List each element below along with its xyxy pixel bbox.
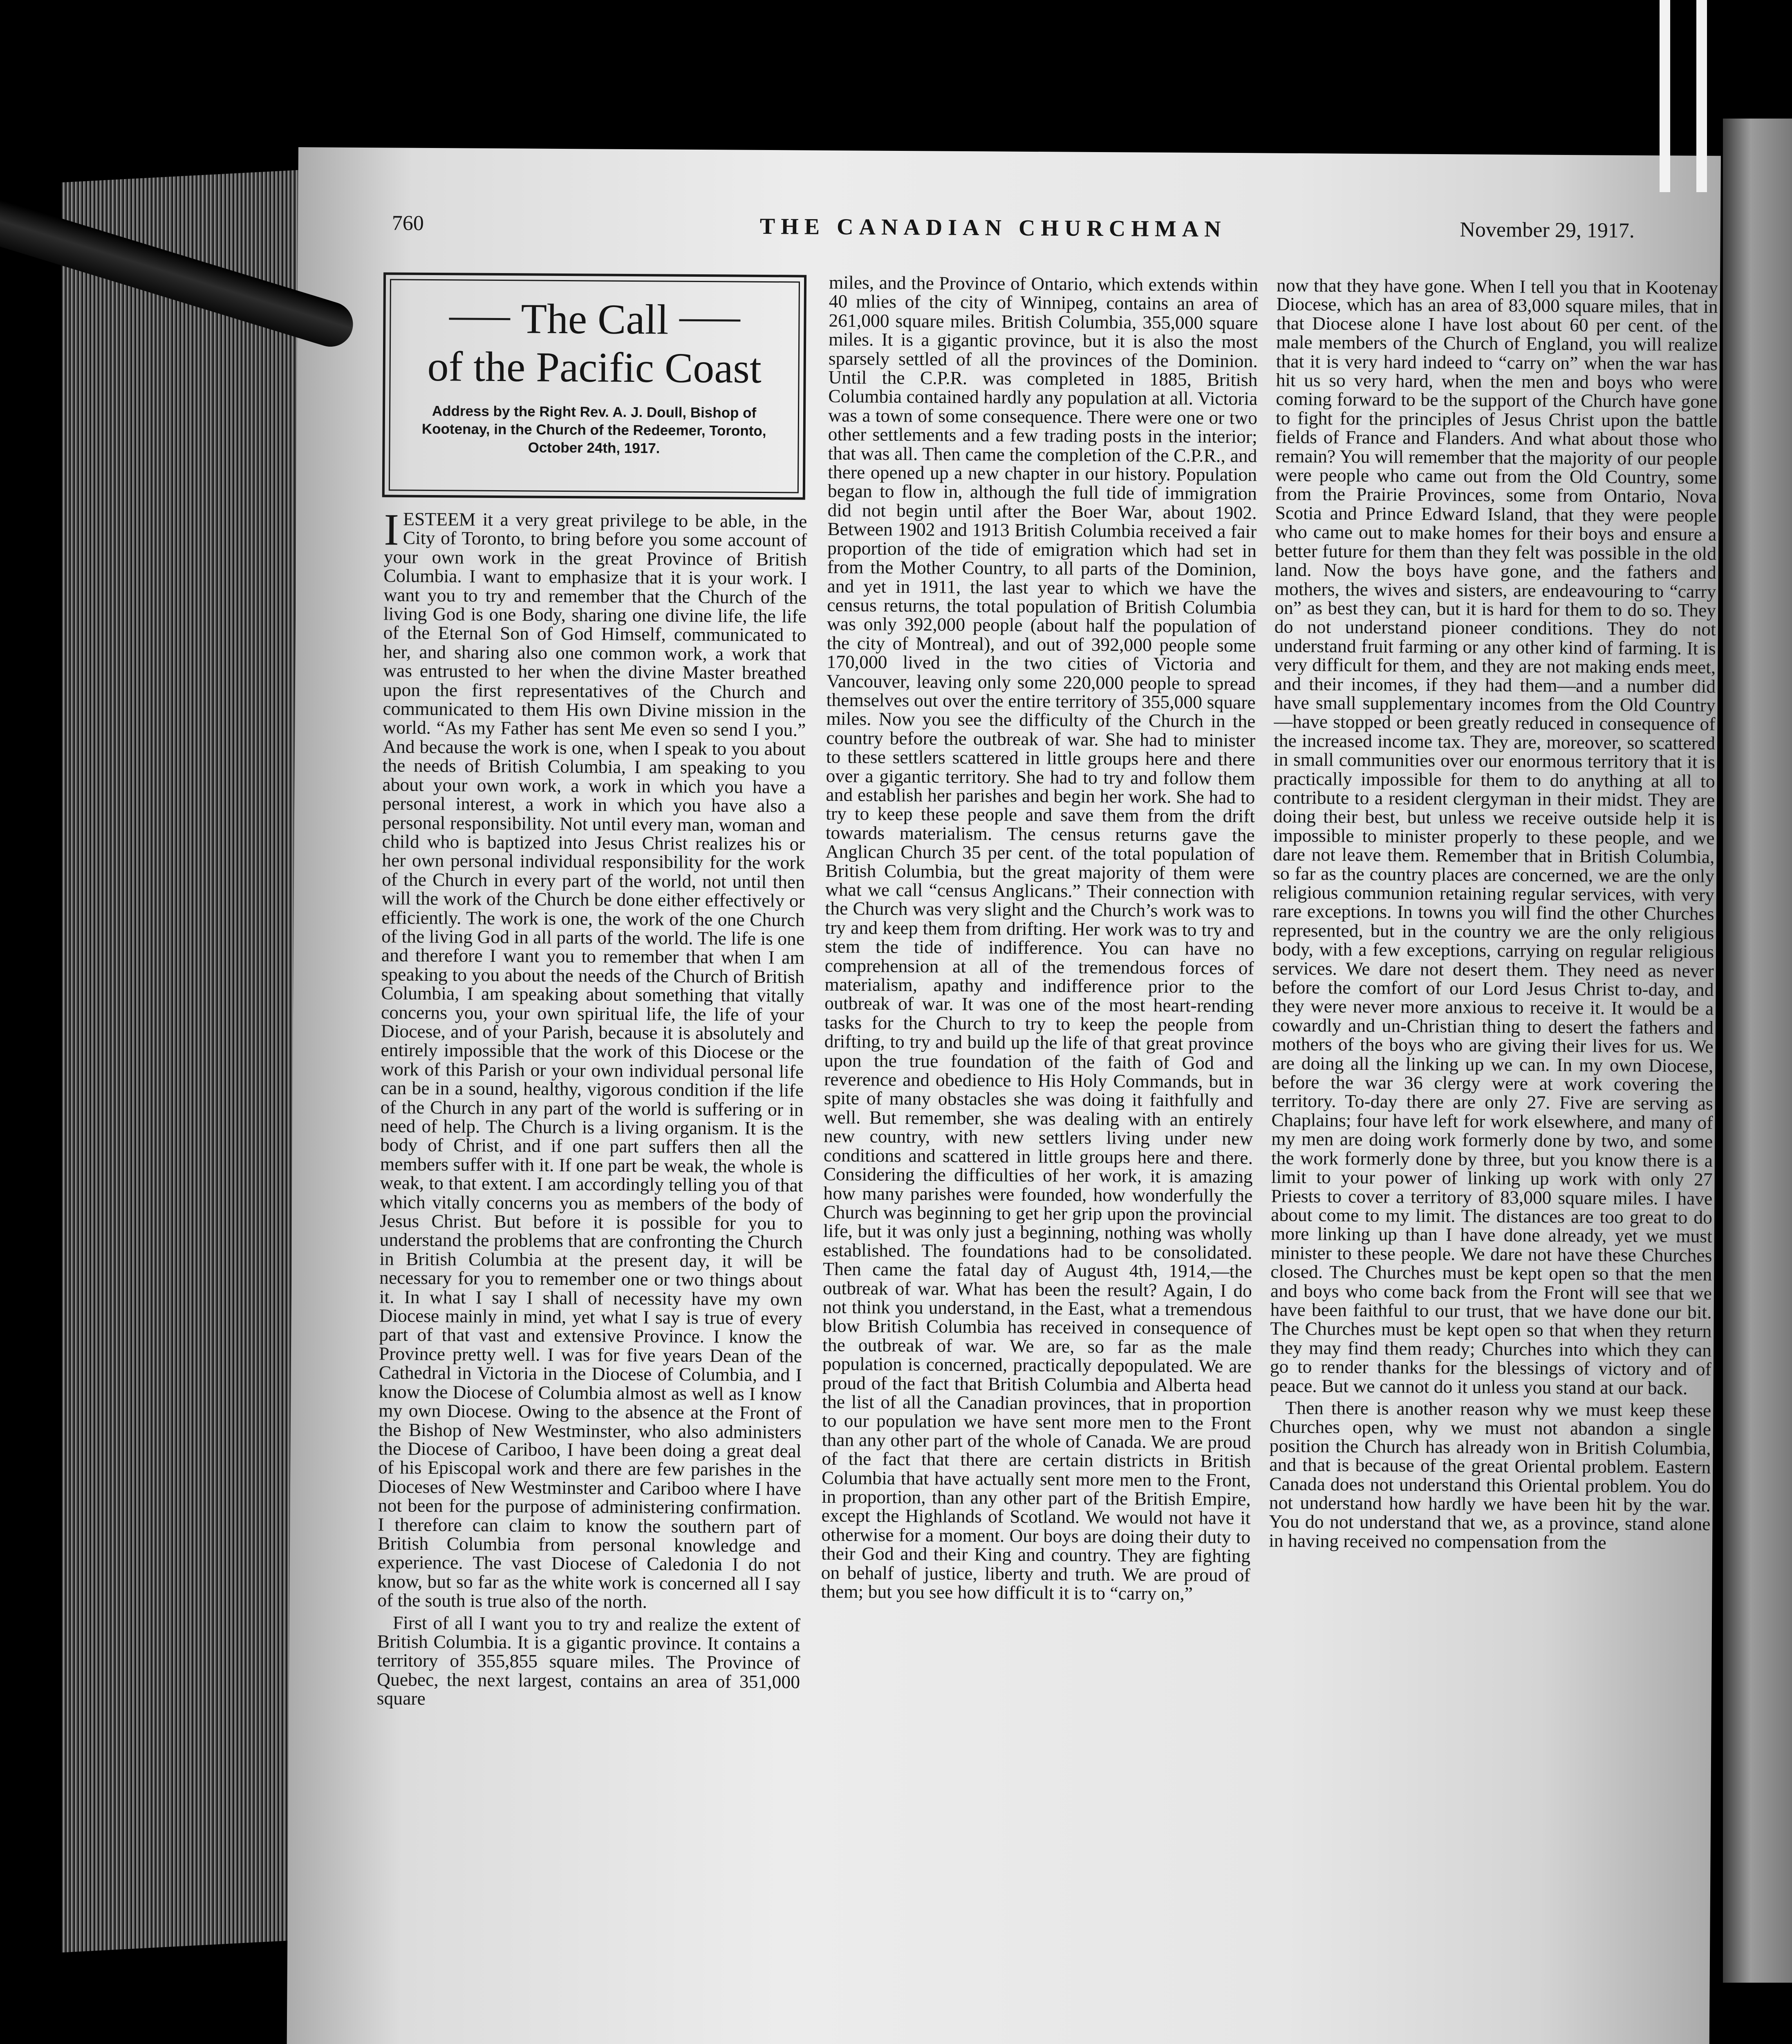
article-title-inner-frame [389,279,800,493]
article-title-box [382,272,806,500]
book-page-edges [61,169,315,1952]
running-head [392,211,1634,256]
title-rule-right [679,319,740,321]
column-3-paragraph-2: Then there is another reason why we must keep these Churches open, why we must not abandon a single position the Church has already won in British Columbia, and that is because of the great Oriental problem. Eastern Canada does not understand this Oriental problem. You do not understand how hardly we have been hit by the war. You do not understand that we, as a province, stand alone in having received no compensation from the [1269,1397,1711,1553]
title-text-1: The Call [521,295,669,343]
text-column-3 [1269,276,1718,1553]
column-1-paragraph-2: First of all I want you to try and realize the extent of British Columbia. It is a gigantic province. It contains a territory of 355,855 square miles. The Province of Quebec, the next largest, contains an area of 351,000 square [376,1612,801,1709]
journal-title: THE CANADIAN CHURCHMAN [759,213,1227,242]
title-rule-left [449,318,510,320]
text-column-2 [821,273,1258,1604]
column-1-paragraph-1-text: ESTEEM it a very great privilege to be able, in the City of Toronto, to bring before you some account of your own work in the great Province of British Columbia. I want to emphasize that it is your work. I want you to try and remember that the Church of the living God is one Body, sharing one divine life, the life of the Eternal Son of God Himself, communicated to her, and sharing also one common work, a work that was entrusted to her when the divine Master breathed upon the first representatives of the Church and communicated to them His own Divine mission in the world. “As my Father has sent Me even so send I you.” And because the work is one, when I speak to you about the needs of British Columbia, I am speaking to you about your own work, a work in which you have a personal interest, a work in which you have also a personal responsibility. Not until every man, woman and child who is baptized into Jesus Christ realizes his or her own personal individual responsibility for the work of the Church in every part of the world, not until then will the work of the Church be done either effectively or efficiently. The work is one, the work of the one Church of the living God in all parts of the world. The life is one and therefore I want you to remember that when I am speaking to you about the needs of the Church of British Columbia, I am speaking about something that vitally concerns you, your own spiritual life, the life of your Diocese, and of your Parish, because it is absolutely and entirely impossible that the work of this Diocese or the work of this Parish or your own individual personal life can be in a sound, healthy, vigorous condition if the life of the Church in any part of the world is suffering or in need of help. The Church is a living organism. It is the body of Christ, and if one part suffers then all the members suffer with it. If one part be weak, the whole is weak, to that extent. I am accordingly telling you of that which vitally concerns you as members of the body of Jesus Christ. But before it is possible for you to understand the problems that are confronting the Church in British Columbia at the present day, it will be necessary for you to remember one or two things about it. In what I say I shall of necessity have my own Diocese mainly in mind, yet what I say is true of every part of that vast and extensive Province. I know the Province pretty well. I was for five years Dean of the Cathedral in Victoria in the Diocese of Columbia, and I know the Diocese of Columbia almost as well as I know my own Diocese. Owing to the absence at the Front of the Bishop of New Westminster, who also administers the Diocese of Cariboo, I have been doing a great deal of his Episcopal work and there are few parishes in the Dioceses of New Westminster and Cariboo where I have not been for the purpose of administering confirmation. I therefore can claim to know the southern part of British Columbia from personal knowledge and experience. The vast Diocese of Caledonia I do not know, but so far as the white work is concerned all I say of the south is true also of the north. [377,508,807,1612]
article-subtitle: Address by the Right Rev. A. J. Doull, Bishop of Kootenay, in the Church of the Redeemer, Toronto, October 24th, 1917. [421,403,766,457]
facing-page-edge [1723,119,1792,1983]
journal-page [287,147,1721,2044]
scan-marker-bar [1660,0,1670,192]
column-3-paragraph-1: now that they have gone. When I tell you that in Kootenay Diocese, which has an area of 83,000 square miles, that in that Diocese alone I have lost about 60 per cent. of the male members of the Church of England, you will realize that it is very hard indeed to “carry on” when the war has hit us so very hard, when the men and boys who were coming forward to be the support of the Church have gone to fight for the principles of Jesus Christ upon the battle fields of France and Flanders. And what about those who remain? You will remember that the majority of our people were people who came out from the Old Country, some from the Prairie Provinces, some from Ontario, Nova Scotia and Prince Edward Island, that they were people who came out to make homes for their boys and ensure a better future for them than they felt was possible in the old land. Now the boys have gone, and the fathers and mothers, the wives and sisters, are endeavouring to “carry on” as best they can, but it is hard for them to do so. They do not understand pioneer conditions. They do not understand fruit farming or any other kind of farming. It is very difficult for them, and they are not making ends meet, and their incomes, if they had them—and a number did have small supplementary incomes from the Old Country—have stopped or been greatly reduced in consequence of the increased income tax. They are, moreover, so scattered in small communities over our enormous territory that it is practically impossible for them to do anything at all to contribute to a resident clergyman in their midst. They are doing their best, but unless we receive outside help it is impossible to minister properly to these people, and we dare not leave them. Remember that in British Columbia, so far as the country places are concerned, we are the only religious communion retaining regular services, with very rare exceptions. In towns you will find the other Churches represented, but in the country we are the only religious body, with a few exceptions, carrying on regular religious services. We dare not desert them. They need as never before the comfort of our Lord Jesus Christ to-day, and they were never more anxious to receive it. It would be a cowardly and un-Christian thing to desert the fathers and mothers of the boys who are giving their lives for us. We are doing all the linking up we can. In my own Diocese, before the war 36 clergy were at work covering the territory. To-day there are only 27. Five are serving as Chaplains; four have left for work elsewhere, and many of my men are doing work formerly done by two, and some the work formerly done by three, but you know there is a limit to your power of linking up work with only 27 Priests to cover a territory of 83,000 square miles. I have about come to my limit. The distances are too great to do more linking up than I have done already, yet we must minister to these people. We dare not have these Churches closed. The Churches must be kept open so that the men and boys who come back from the Front will see that we have been faithful to our trust, that we have done our bit. The Churches must be kept open so that when they return they may find them ready; Churches into which they can go to render thanks for the blessings of victory and of peace. But we cannot do it unless you stand at our back. [1270,274,1718,1399]
column-1-paragraph-1 [377,504,807,1612]
issue-date: November 29, 1917. [1460,218,1635,242]
scan-marker-bar [1696,0,1707,192]
article-title-line-1 [391,294,799,345]
page-number: 760 [392,211,424,235]
text-column-1 [376,504,807,1710]
drop-cap: I [383,504,399,555]
article-title-line-2: of the Pacific Coast [427,343,762,392]
column-2-paragraph-1: miles, and the Province of Ontario, which extends within 40 mlies of the city of Winnipeg, contains an area of 261,000 square miles. British Columbia, 355,000 square miles. It is a gigantic province, but it is also the most sparsely settled of all the provinces of the Dominion. Until the C.P.R. was completed in 1885, British Columbia contained hardly any population at all. Victoria was a town of some consequence. There were one or two other settlements and a few trading posts in the interior; that was all. Then came the completion of the C.P.R., and there opened up a new chapter in our history. Population began to flow in, although the full tide of immigration did not begin until after the Boer War, about 1902. Between 1902 and 1913 British Columbia received a fair proportion of the tide of emigration which had set in from the Mother Country, to all parts of the Dominion, and yet in 1911, the last year to which we have the census returns, the total population of British Columbia was only 392,000 people (about half the population of the city of Montreal), and out of 392,000 people some 170,000 lived in the two cities of Victoria and Vancouver, leaving only some 220,000 people to spread themselves out over the entire territory of 355,000 square miles. Now you see the difficulty of the Church in the country before the outbreak of war. She had to minister to these settlers scattered in little groups here and there over a gigantic territory. She had to try and follow them and establish her parishes and begin her work. She had to try to keep these people and save them from the drift towards materialism. The census returns gave the Anglican Church 35 per cent. of the total population of British Columbia, but the great majority of them were what we call “census Anglicans.” Their connection with the Church was very slight and the Church’s work was to try and keep them from drifting. Her work was to try and stem the tide of indifference. You can have no comprehension at all of the tremendous forces of materialism, apathy and indifference prior to the outbreak of war. It was one of the most heart-rending tasks for the Church to try to keep the people from drifting, to try and build up the life of that great province upon the true foundation of the faith of God and reverence and obedience to His Holy Commands, but in spite of many obstacles she was doing it faithfully and well. But remember, she was dealing with an entirely new country, with new settlers living under new conditions and scattered in little groups here and there. Considering the difficulties of her work, it is amazing how many parishes were founded, how wonderfully the Church was beginning to get her grip upon the provincial life, but it was only just a beginning, nothing was wholly established. The foundations had to be consolidated. Then came the fatal day of August 4th, 1914,—the outbreak of war. What has been the result? Again, I do not think you understand, in the East, what a tremendous blow British Columbia has received in consequence of the outbreak of war. We are, so far as the male population is concerned, practically depopulated. We are proud of the fact that British Columbia and Alberta head the list of all the Canadian provinces, that in proportion to our population we have sent more men to the Front than any other part of the whole of Canada. We are proud of the fact that there are certain districts in British Columbia that have actually sent more men to the Front, in proportion, than any other part of the British Empire, except the Highlands of Scotland. We would not have it otherwise for a moment. Our boys are doing their duty to their God and their King and country. They are fighting on behalf of justice, liberty and truth. We are proud of them; but you see how difficult it is to “carry on,” [821,271,1259,1604]
